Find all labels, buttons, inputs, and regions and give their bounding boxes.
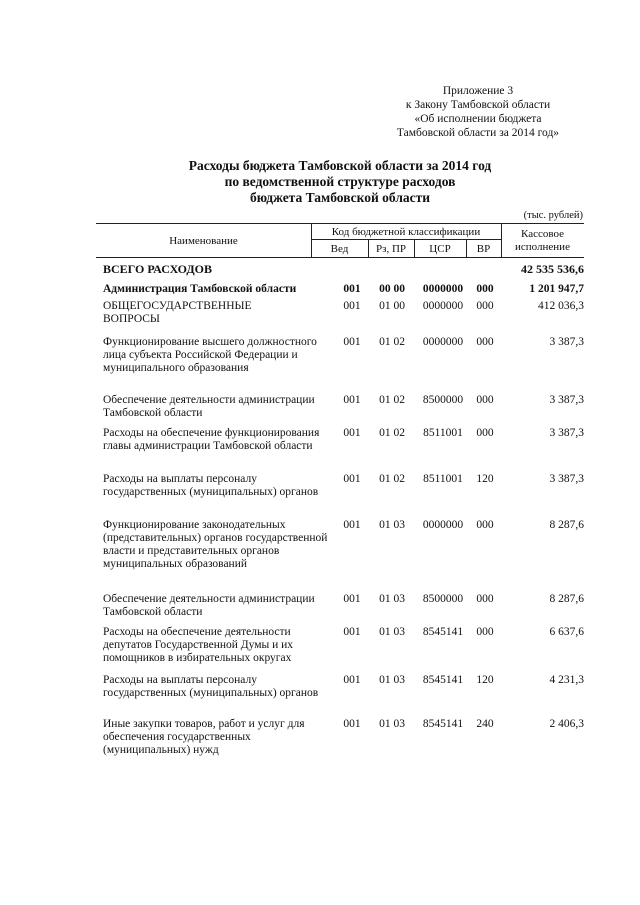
row-rz-pr: 01 03 [379,674,405,686]
row-ved: 001 [343,593,361,605]
row-name: Расходы на обеспечение функционирования главы администрации Тамбовской области [103,427,320,452]
table-row [96,336,584,390]
table-row [96,674,584,715]
table-row [96,473,584,514]
appendix-line: к Закону Тамбовской области [405,99,551,111]
row-rz-pr: 01 02 [379,336,405,348]
table-row [96,427,584,468]
row-ved: 001 [343,473,361,485]
row-amount: 8 287,6 [549,519,584,531]
row-csr: 8511001 [423,427,463,439]
row-vr: 000 [476,519,494,531]
row-name: Функционирование высшего должностного лица субъекта Российской Федерации и муниципального образования [103,336,317,374]
row-ved: 001 [343,674,361,686]
row-csr: 8511001 [423,473,463,485]
row-csr: 8500000 [422,593,464,605]
row-csr: 8545141 [422,718,464,730]
header-name: Наименование [169,234,238,247]
row-vr: 000 [476,300,494,312]
table-row [96,300,584,328]
row-ved: 001 [343,394,361,406]
row-ved: 001 [343,626,361,638]
total-row [96,263,584,279]
table-row [96,718,584,759]
row-vr: 000 [476,336,494,348]
row-name: Функционирование законодательных (представительных) органов государственной власти и представительных органов муниципальных образований [103,519,328,570]
page-title [140,158,540,206]
row-vr: 240 [476,718,494,730]
row-amount: 8 287,6 [549,593,584,605]
row-name: Обеспечение деятельности администрации Тамбовской области [103,394,315,419]
row-name: Администрация Тамбовской области [103,283,297,295]
row-rz-pr: 01 03 [379,519,405,531]
row-vr: 120 [476,674,494,686]
row-ved: 001 [343,283,361,295]
row-rz-pr: 01 02 [379,427,405,439]
table-row [96,626,584,667]
row-csr: 8500000 [422,394,464,406]
header-vr: ВР [476,242,491,255]
row-vr: 000 [476,283,494,295]
row-rz-pr: 01 02 [379,394,405,406]
row-amount: 1 201 947,7 [529,283,584,295]
title-line: бюджета Тамбовской области [249,190,431,205]
header-code-group: Код бюджетной классификации [331,225,481,238]
row-vr: 000 [476,593,494,605]
row-amount: 4 231,3 [549,674,584,686]
header-rz-pr: Рз, ПР [375,242,407,255]
title-line: по ведомственной структуре расходов [224,174,456,189]
row-vr: 120 [476,473,494,485]
row-rz-pr: 01 03 [379,593,405,605]
row-name: Расходы на обеспечение деятельности депутатов Государственной Думы и их помощников в избирательных округах [103,626,294,664]
row-rz-pr: 00 00 [379,283,405,295]
title-line: Расходы бюджета Тамбовской области за 2014 год [188,158,492,173]
table-row [96,519,584,586]
row-ved: 001 [343,519,361,531]
row-amount: 3 387,3 [549,473,584,485]
row-ved: 001 [343,300,361,312]
row-amount: 3 387,3 [549,427,584,439]
row-vr: 000 [476,394,494,406]
row-csr: 0000000 [422,283,464,295]
row-csr: 0000000 [422,519,464,531]
row-name: Расходы на выплаты персоналу государственных (муниципальных) органов [103,674,319,699]
row-amount: 6 637,6 [549,626,584,638]
header-cash-line: исполнение [515,240,570,253]
row-name: Расходы на выплаты персоналу государственных (муниципальных) органов [103,473,319,498]
row-name: Иные закупки товаров, работ и услуг для обеспечения государственных (муниципальных) нужд [103,718,305,756]
header-cash-line: Кассовое [521,227,564,240]
row-ved: 001 [343,718,361,730]
row-ved: 001 [343,427,361,439]
table-row [96,283,584,299]
row-amount: 3 387,3 [549,394,584,406]
header-ved: Вед [330,242,349,255]
row-csr: 8545141 [422,626,464,638]
total-label: ВСЕГО РАСХОДОВ [103,262,212,276]
row-vr: 000 [476,626,494,638]
row-csr: 8545141 [422,674,464,686]
header-cash [501,224,584,257]
appendix-line: «Об исполнении бюджета [414,113,542,125]
total-amount: 42 535 536,6 [521,262,584,276]
row-csr: 0000000 [422,300,464,312]
row-name: Обеспечение деятельности администрации Тамбовской области [103,593,315,618]
row-rz-pr: 01 02 [379,473,405,485]
row-amount: 3 387,3 [549,336,584,348]
table-row [96,593,584,621]
row-csr: 0000000 [422,336,464,348]
row-amount: 412 036,3 [538,300,584,312]
row-name: ОБЩЕГОСУДАРСТВЕННЫЕ ВОПРОСЫ [103,300,252,325]
appendix-line: Тамбовской области за 2014 год» [396,127,560,139]
appendix-note [378,84,578,140]
row-rz-pr: 01 03 [379,718,405,730]
row-ved: 001 [343,336,361,348]
table-row [96,394,584,422]
row-vr: 000 [476,427,494,439]
units-note: (тыс. рублей) [523,210,583,221]
row-rz-pr: 01 00 [379,300,405,312]
header-csr: ЦСР [429,242,451,255]
table-header [96,223,584,258]
row-rz-pr: 01 03 [379,626,405,638]
row-amount: 2 406,3 [549,718,584,730]
appendix-line: Приложение 3 [442,85,514,97]
